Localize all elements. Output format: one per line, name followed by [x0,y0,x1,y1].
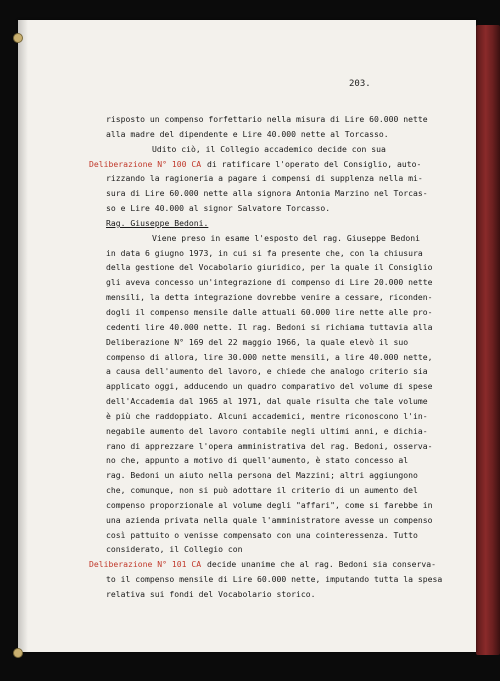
page-number: 203. [349,79,371,89]
text-line: relativa sui fondi del Vocabolario storico. [106,589,316,599]
document-page [18,20,476,652]
text-line: gli aveva concesso un'integrazione di compenso di Lire 20.000 nette [106,277,433,288]
text-line: Viene preso in esame l'esposto del rag. Giuseppe Bedoni [152,232,421,243]
spine-shadow [18,20,28,652]
document-body [89,112,443,602]
text-line: compenso di allora, lire 30.000 nette mensili, a lire 40.000 nette, [106,351,433,362]
text-line: Rag. Giuseppe Bedoni. [106,217,209,228]
text-line: applicato oggi, adducendo un quadro comparativo del volume di spese [106,381,433,392]
text-line: risposto un compenso forfettario nella misura di Lire 60.000 nette [106,114,428,124]
text-line: a causa dell'aumento del lavoro, e chiede che analogo criterio sia [106,366,428,377]
text-line-content: decide unanime che al rag. Bedoni sia conserva- [207,559,437,570]
text-line [89,157,436,172]
text-line: compenso proporzionale al volume degli "affari", come si farebbe in [106,499,433,510]
text-line [89,557,437,572]
text-line: so e Lire 40.000 al signor Salvatore Torcasso. [106,203,331,214]
text-line: rano di apprezzare l'opera amministrativa del rag. Bedoni, osserva- [106,440,433,451]
text-line: cedenti lire 40.000 nette. Il rag. Bedoni si richiama tuttavia alla [106,321,433,332]
text-line: che, comunque, non si può adottare il criterio di un aumento del [106,485,418,496]
text-line: negabile aumento del lavoro contabile negli ultimi anni, e dichia- [106,425,428,436]
text-line: Deliberazione N° 169 del 22 maggio 1966, la quale elevò il suo [106,336,409,347]
deliberation-number: Deliberazione N° 101 CA [89,559,202,570]
binding-ring-icon [13,33,23,43]
text-line: è più che raddoppiato. Alcuni accademici, mentre riconoscono l'in- [106,410,428,421]
text-line: così pattuito o venisse compensato con una cointeressenza. Tutto [106,529,418,540]
text-line: considerato, il Collegio con [106,544,243,555]
text-line: della gestione del Vocabolario giuridico, per la quale il Consiglio [106,262,433,273]
text-line: to il compenso mensile di Lire 60.000 nette, imputando tutta la spesa [106,574,443,585]
text-line: rag. Bedoni un aiuto nella persona del Mazzini; altri aggiungono [106,470,418,481]
text-line: Udito ciò, il Collegio accademico decide con sua [152,143,386,154]
text-line: dogli il compenso mensile dalle attuali 60.000 lire nette alle pro- [106,306,433,317]
text-line: dell'Accademia dal 1965 al 1971, dal quale risulta che tale volume [106,396,428,407]
book-cover-edge [476,25,500,655]
text-line: una azienda privata nella quale l'amministratore avesse un compenso [106,514,433,525]
text-line-content: di ratificare l'operato del Consiglio, auto- [207,158,422,169]
text-line: no che, appunto a motivo di quell'aumento, è stato concesso al [106,455,409,466]
text-line: rizzando la ragioneria a pagare i compensi di supplenza nella mi- [106,173,423,184]
text-line: in data 6 giugno 1973, in cui si fa presente che, con la chiusura [106,247,423,258]
deliberation-number: Deliberazione N° 100 CA [89,158,202,169]
text-line: mensili, la detta integrazione dovrebbe venire a cessare, riconden- [106,292,433,303]
text-line: alla madre del dipendente e Lire 40.000 nette al Torcasso. [106,128,389,139]
text-line: sura di Lire 60.000 nette alla signora Antonia Marzino nel Torcas- [106,188,428,199]
binding-ring-icon [13,648,23,658]
